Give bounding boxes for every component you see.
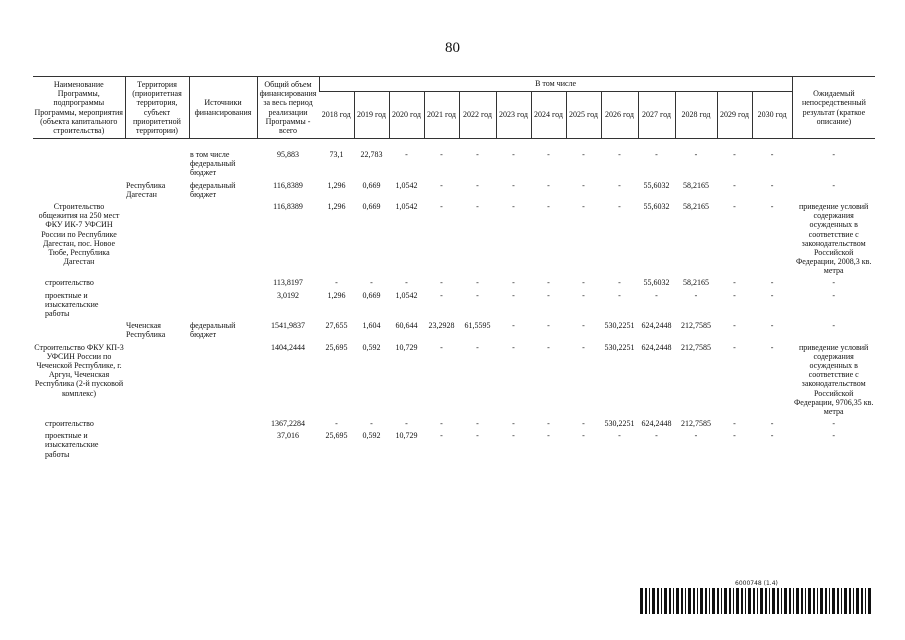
row-year-value: -: [733, 321, 736, 331]
row-name: проектные и изыскательские работы: [45, 431, 99, 459]
row-year-value: 530,2251: [604, 321, 635, 331]
row-territory: Республика Дагестан: [126, 180, 166, 199]
header-year: 2025 год: [566, 92, 601, 139]
header-year: 2020 год: [389, 92, 424, 139]
row-year-value: 1,296: [327, 290, 346, 300]
header-year: 2023 год: [496, 92, 531, 139]
row-source: федеральный бюджет: [190, 321, 236, 340]
header-name: Наименование Программы, подпрограммы Программы, мероприятия (объекта капитального строительства): [33, 77, 125, 139]
row-name: строительство: [45, 419, 94, 429]
row-source: в том числе федеральный бюджет: [190, 150, 236, 178]
row-year-value: -: [512, 278, 515, 288]
row-year-value: -: [770, 180, 774, 190]
row-year-value: 212,7585: [681, 321, 711, 331]
row-year-value: -: [618, 150, 621, 159]
table-row: [33, 342, 875, 419]
row-territory: [125, 201, 189, 278]
row-year-value: 1,0542: [395, 201, 418, 211]
row-year-value: -: [547, 278, 550, 288]
row-year-value: -: [547, 201, 550, 211]
row-year-value: -: [770, 321, 774, 331]
row-territory: [125, 149, 189, 180]
row-year-value: -: [476, 278, 479, 288]
row-year-value: -: [405, 150, 408, 159]
row-source: [189, 277, 257, 289]
row-year-value: -: [770, 431, 774, 441]
row-year-value: 530,2251: [604, 419, 635, 429]
row-year-value: 73,1: [329, 150, 344, 159]
row-year-value: -: [512, 180, 515, 190]
row-year-value: -: [618, 278, 621, 288]
row-year-value: -: [694, 290, 698, 300]
row-year-value: 10,729: [395, 431, 418, 441]
table-row: [33, 418, 875, 430]
row-year-value: -: [694, 431, 698, 441]
row-year-value: -: [547, 342, 550, 352]
row-result: приведение условий содержания осужденных в соответствие с законодательством Российской Федерации, 2008,3 кв. метра: [795, 201, 872, 276]
header-result: Ожидаемый непосредственный результат (краткое описание): [792, 77, 875, 139]
row-result: -: [832, 278, 835, 288]
row-year-value: 1,0542: [395, 290, 418, 300]
row-year-value: 0,669: [362, 180, 381, 190]
row-year-value: -: [476, 431, 479, 441]
table-row: [33, 320, 875, 341]
row-result: -: [832, 419, 835, 429]
row-year-value: 1,604: [362, 321, 381, 331]
row-year-value: -: [733, 342, 736, 352]
row-year-value: -: [770, 150, 774, 159]
row-total: 1404,2444: [271, 342, 305, 352]
row-year-value: -: [547, 180, 550, 190]
header-territory: Территория (приоритетная территория, субъект приоритетной территории): [125, 77, 189, 139]
row-total: 116,8389: [273, 201, 303, 211]
row-source: федеральный бюджет: [190, 180, 236, 199]
row-source: [189, 201, 257, 278]
row-year-value: 27,655: [325, 321, 348, 331]
row-name: Строительство ФКУ КП-3 УФСИН России по Чеченской Республике, г. Аргун, Чеченская Республика (2-й пусковой комплекс): [34, 342, 124, 398]
row-year-value: -: [512, 321, 515, 331]
row-year-value: 55,6032: [643, 201, 670, 211]
row-year-value: -: [440, 419, 443, 429]
row-year-value: -: [405, 278, 408, 288]
row-year-value: -: [512, 201, 515, 211]
row-year-value: -: [582, 180, 585, 190]
row-source: [189, 342, 257, 419]
header-total: Общий объем финансирования за весь период реализации Программы - всего: [257, 77, 319, 139]
row-year-value: 22,783: [360, 150, 383, 159]
row-year-value: -: [547, 431, 550, 441]
row-source: [189, 430, 257, 461]
row-year-value: 25,695: [325, 431, 348, 441]
row-total: 37,016: [277, 431, 299, 441]
row-year-value: -: [582, 321, 585, 331]
row-year-value: -: [512, 342, 515, 352]
row-name: [33, 149, 125, 180]
row-year-value: -: [440, 180, 443, 190]
row-year-value: -: [476, 419, 479, 429]
row-year-value: 60,644: [395, 321, 418, 331]
row-name: Строительство общежития на 250 мест ФКУ ИК-7 УФСИН России по Республике Дагестан, пос. Новое Тюбе, Республика Дагестан: [38, 201, 120, 267]
header-year: 2021 год: [424, 92, 459, 139]
row-year-value: -: [547, 150, 550, 159]
row-year-value: 212,7585: [681, 419, 711, 429]
row-year-value: 0,592: [362, 342, 381, 352]
row-year-value: -: [512, 431, 515, 441]
row-result: -: [832, 180, 835, 190]
row-year-value: -: [694, 150, 698, 159]
row-year-value: -: [370, 419, 373, 429]
row-result: приведение условий содержания осужденных в соответствие с законодательством Российской Федерации, 9706,35 кв. метра: [793, 342, 874, 416]
header-year: 2024 год: [531, 92, 566, 139]
row-year-value: -: [335, 419, 338, 429]
row-year-value: -: [547, 419, 550, 429]
row-year-value: -: [733, 278, 736, 288]
header-year: 2026 год: [601, 92, 638, 139]
row-year-value: -: [770, 201, 774, 211]
row-year-value: -: [655, 431, 658, 441]
row-source: [189, 418, 257, 430]
row-territory: Чеченская Республика: [126, 321, 166, 340]
row-territory: [125, 418, 189, 430]
row-year-value: -: [370, 278, 373, 288]
row-year-value: 0,592: [362, 431, 381, 441]
row-year-value: 1,0542: [395, 180, 418, 190]
row-total: 3,0192: [277, 290, 299, 300]
row-total: 1367,2284: [271, 419, 305, 429]
financing-table: [33, 76, 875, 461]
header-year: 2028 год: [675, 92, 717, 139]
row-year-value: 10,729: [395, 342, 418, 352]
row-year-value: 1,296: [327, 201, 346, 211]
row-result: -: [832, 150, 835, 159]
row-year-value: 212,7585: [681, 342, 711, 352]
row-year-value: -: [476, 290, 479, 300]
table-row: [33, 201, 875, 278]
row-year-value: -: [582, 419, 585, 429]
row-year-value: 58,2165: [683, 180, 709, 190]
row-year-value: -: [618, 431, 621, 441]
row-year-value: -: [512, 290, 515, 300]
row-year-value: -: [440, 290, 443, 300]
row-year-value: -: [440, 278, 443, 288]
row-year-value: -: [440, 201, 443, 211]
row-year-value: -: [655, 150, 658, 159]
row-year-value: 624,2448: [641, 342, 672, 352]
row-year-value: 0,669: [362, 201, 381, 211]
barcode-image: [640, 588, 872, 614]
row-year-value: 624,2448: [641, 419, 672, 429]
row-territory: [125, 277, 189, 289]
row-year-value: 55,6032: [643, 278, 670, 288]
row-result: -: [832, 290, 835, 300]
row-year-value: 530,2251: [604, 342, 635, 352]
row-total: 95,883: [277, 150, 299, 159]
row-name: [33, 180, 125, 201]
row-year-value: -: [733, 419, 736, 429]
header-including: В том числе: [319, 77, 792, 92]
row-total: 116,8389: [273, 180, 303, 190]
row-year-value: -: [770, 290, 774, 300]
page-number: 80: [445, 40, 460, 56]
header-year: 2018 год: [319, 92, 354, 139]
header-year: 2027 год: [638, 92, 675, 139]
row-territory: [125, 430, 189, 461]
row-year-value: 23,2928: [428, 321, 455, 331]
row-year-value: 0,669: [362, 290, 381, 300]
row-year-value: -: [547, 321, 550, 331]
table-row: [33, 290, 875, 321]
row-year-value: -: [733, 290, 736, 300]
row-year-value: -: [618, 201, 621, 211]
table-row: [33, 149, 875, 180]
row-year-value: -: [618, 180, 621, 190]
row-year-value: -: [582, 342, 585, 352]
row-result: -: [832, 431, 835, 441]
row-year-value: -: [770, 419, 774, 429]
row-year-value: -: [405, 419, 408, 429]
row-year-value: 61,5595: [464, 321, 491, 331]
table-row: [33, 180, 875, 201]
row-year-value: -: [582, 150, 585, 159]
row-year-value: -: [476, 201, 479, 211]
row-year-value: -: [582, 201, 585, 211]
header-year: 2019 год: [354, 92, 389, 139]
row-year-value: -: [582, 290, 585, 300]
row-year-value: -: [476, 180, 479, 190]
row-territory: [125, 290, 189, 321]
header-year: 2030 год: [752, 92, 792, 139]
row-total: 113,8197: [273, 278, 303, 288]
row-year-value: -: [582, 278, 585, 288]
row-source: [189, 290, 257, 321]
row-name: [33, 320, 125, 341]
table-row: [33, 430, 875, 461]
row-year-value: -: [733, 201, 736, 211]
row-year-value: 624,2448: [641, 321, 672, 331]
row-year-value: -: [547, 290, 550, 300]
row-year-value: -: [512, 419, 515, 429]
row-year-value: 55,6032: [643, 180, 670, 190]
row-year-value: -: [440, 342, 443, 352]
row-year-value: -: [440, 431, 443, 441]
row-year-value: -: [655, 290, 658, 300]
header-sources: Источники финансирования: [189, 77, 257, 139]
row-year-value: -: [733, 180, 736, 190]
row-year-value: 1,296: [327, 180, 346, 190]
row-year-value: -: [476, 342, 479, 352]
header-year: 2029 год: [717, 92, 752, 139]
row-year-value: -: [440, 150, 443, 159]
row-year-value: -: [476, 150, 479, 159]
barcode-label: 6000748 (1.4): [735, 580, 778, 587]
row-name: проектные и изыскательские работы: [45, 290, 99, 318]
row-name: строительство: [45, 278, 94, 288]
row-year-value: -: [770, 342, 774, 352]
row-result: -: [832, 321, 835, 331]
row-year-value: -: [582, 431, 585, 441]
row-year-value: -: [770, 278, 774, 288]
header-year: 2022 год: [459, 92, 496, 139]
row-year-value: -: [618, 290, 621, 300]
row-total: 1541,9837: [271, 321, 305, 331]
row-territory: [125, 342, 189, 419]
row-year-value: 25,695: [325, 342, 348, 352]
row-year-value: -: [733, 431, 736, 441]
row-year-value: 58,2165: [683, 278, 709, 288]
row-year-value: -: [335, 278, 338, 288]
row-year-value: 58,2165: [683, 201, 709, 211]
table-row: [33, 277, 875, 289]
row-year-value: -: [733, 150, 736, 159]
row-year-value: -: [512, 150, 515, 159]
